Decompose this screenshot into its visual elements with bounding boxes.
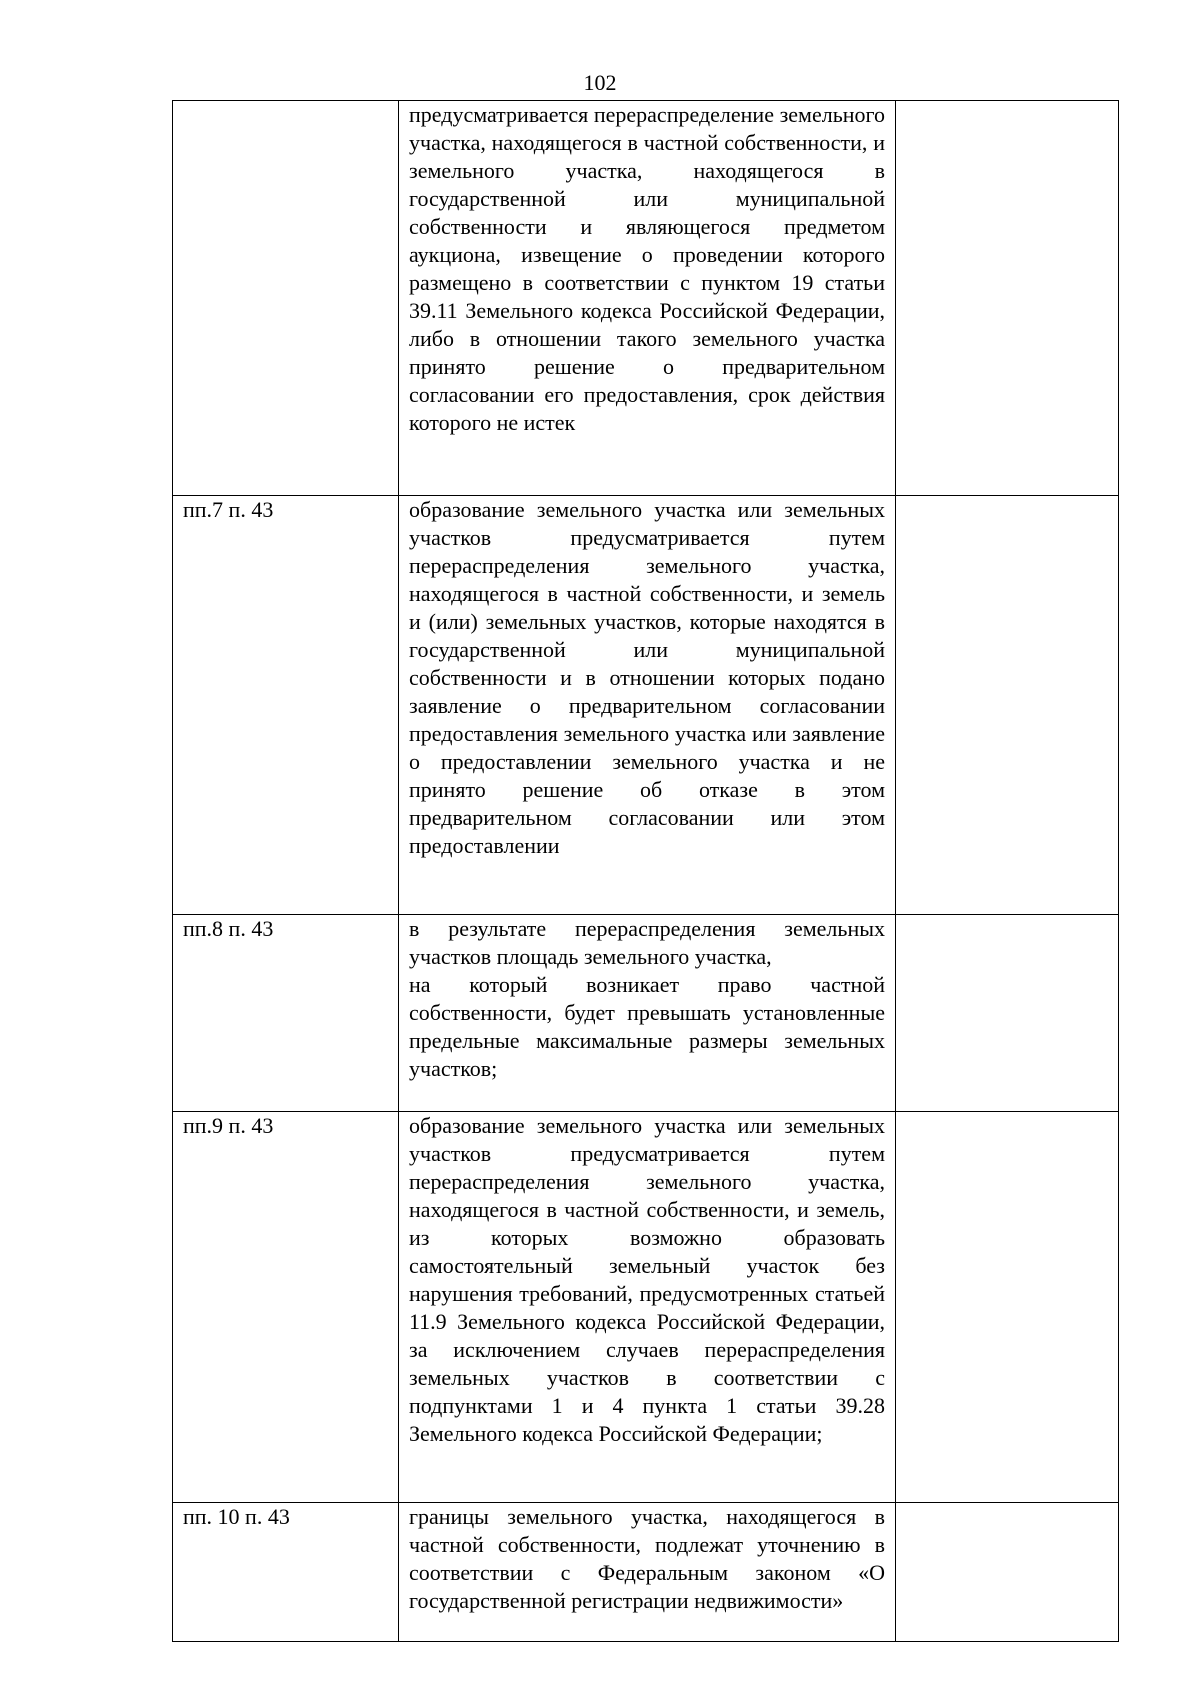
row-text: предусматривается перераспределение земельного участка, находящегося в частной собственности, и земельного участка, находящегося в государственной или муниципальной собственности и являющегося предметом аукциона, извещение о проведении которого размещено в соответствии с пунктом 19 статьи 39.11 Земельного кодекса Российской Федерации, либо в отношении такого земельного участка принято решение о предварительном согласовании его предоставления, срок действия которого не истек [409, 102, 885, 435]
row-note-cell [896, 1112, 1119, 1503]
row-text: в результате перераспределения земельных участков площадь земельного участка, [409, 916, 885, 969]
row-reference-cell [173, 101, 399, 496]
table-row [173, 915, 1119, 1112]
row-text: границы земельного участка, находящегося в частной собственности, подлежат уточнению в соответствии с Федеральным законом «О государственной регистрации недвижимости» [409, 1504, 885, 1613]
row-note-cell [896, 1503, 1119, 1642]
row-text-continuation: на который возникает право частной собственности, будет превышать установленные предельные максимальные размеры земельных участков; [409, 972, 885, 1081]
row-text-cell [399, 496, 896, 915]
row-reference-cell: пп.9 п. 43 [173, 1112, 399, 1503]
row-text-cell [399, 101, 896, 496]
row-note-cell [896, 101, 1119, 496]
row-reference-cell: пп.8 п. 43 [173, 915, 399, 1112]
row-text-cell [399, 1112, 896, 1503]
row-text-cell [399, 915, 896, 1112]
document-table [172, 100, 1119, 1642]
row-text-cell [399, 1503, 896, 1642]
row-text: образование земельного участка или земельных участков предусматривается путем перераспределения земельного участка, находящегося в частной собственности, и земель, из которых возможно образовать самостоятельный земельный участок без нарушения требований, предусмотренных статьей 11.9 Земельного кодекса Российской Федерации, за исключением случаев перераспределения земельных участков в соответствии с подпунктами 1 и 4 пункта 1 статьи 39.28 Земельного кодекса Российской Федерации; [409, 1113, 885, 1446]
row-note-cell [896, 496, 1119, 915]
table-row [173, 1112, 1119, 1503]
row-reference-cell: пп.7 п. 43 [173, 496, 399, 915]
row-text: образование земельного участка или земельных участков предусматривается путем перераспределения земельного участка, находящегося в частной собственности, и земель и (или) земельных участков, которые находятся в государственной или муниципальной собственности и в отношении которых подано заявление о предварительном согласовании предоставления земельного участка или заявление о предоставлении земельного участка и не принято решение об отказе в этом предварительном согласовании или этом предоставлении [409, 497, 885, 858]
page-number: 102 [583, 70, 617, 95]
table-row [173, 101, 1119, 496]
row-note-cell [896, 915, 1119, 1112]
row-reference-cell: пп. 10 п. 43 [173, 1503, 399, 1642]
table-row [173, 1503, 1119, 1642]
table-row [173, 496, 1119, 915]
